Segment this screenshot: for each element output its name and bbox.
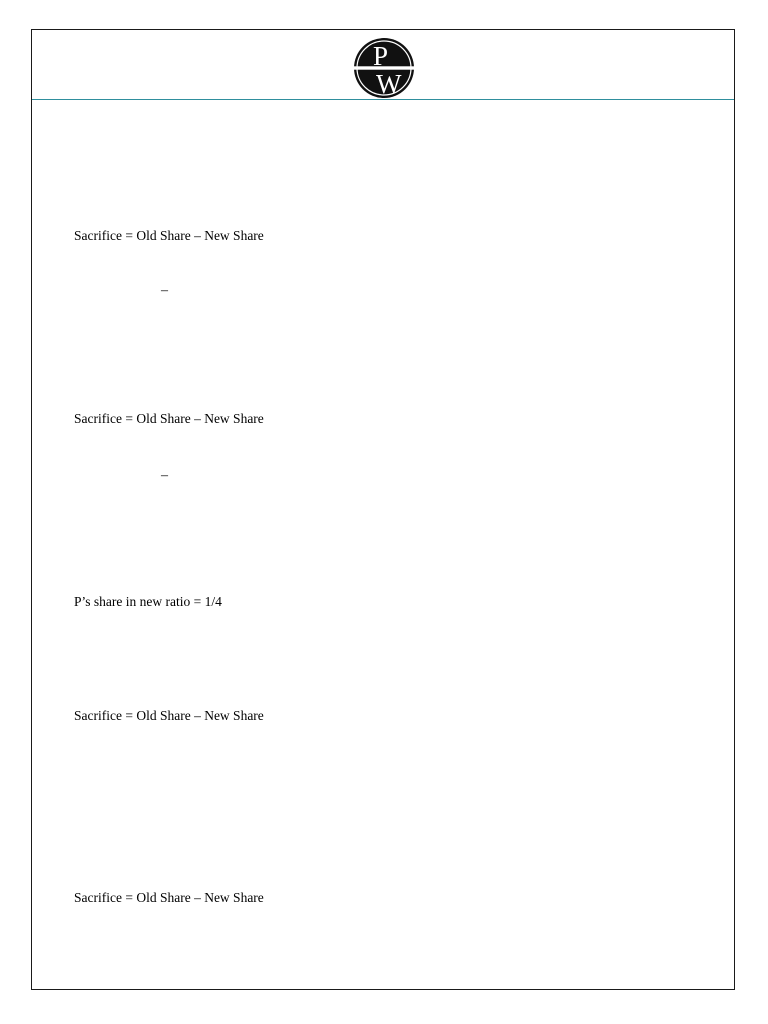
pw-logo-icon [352,36,416,100]
page-header [32,30,734,100]
minus-sign-2: – [161,468,168,483]
sacrifice-formula-2: Sacrifice = Old Share – New Share [74,411,264,426]
sacrifice-formula-3: Sacrifice = Old Share – New Share [74,708,264,723]
sacrifice-formula-4: Sacrifice = Old Share – New Share [74,890,264,905]
p-share-new-ratio: P’s share in new ratio = 1/4 [74,594,222,609]
page-frame [31,29,735,990]
header-rule [32,99,734,100]
sacrifice-formula-1: Sacrifice = Old Share – New Share [74,228,264,243]
svg-text:P: P [373,41,389,71]
svg-text:W: W [376,69,402,99]
minus-sign-1: – [161,283,168,298]
